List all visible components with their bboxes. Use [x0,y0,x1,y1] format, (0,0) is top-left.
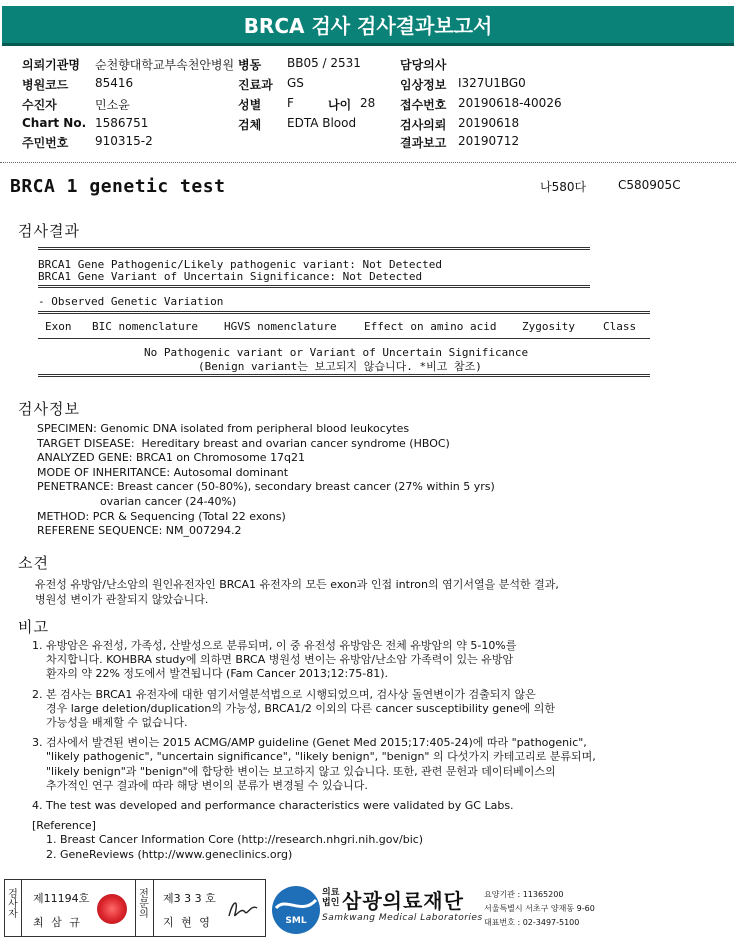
test-code-a: 나580다 [540,180,587,194]
test-title: BRCA 1 genetic test [10,176,226,197]
reference-heading: [Reference] [32,819,96,833]
remark-3d: 추가적인 연구 결과에 따라 해당 변이의 분류가 변경될 수 있습니다. [32,778,368,792]
table-header-rule [38,338,650,339]
id-label: 주민번호 [22,136,69,150]
tester-label-divider [21,880,22,936]
remarks-heading: 비고 [18,618,49,636]
sex-value: F [287,96,294,110]
remark-2c: 가능성을 배제할 수 없습니다. [32,716,188,730]
col-hgvs: HGVS nomenclature [224,320,337,333]
foundation-prefix-2: 법인 [322,898,340,908]
col-zygosity: Zygosity [522,320,575,333]
observed-variation-label: - Observed Genetic Variation [38,295,224,308]
test-info-list [37,422,495,539]
col-effect: Effect on amino acid [364,320,497,333]
remark-1c: 환자의 약 22% 정도에서 발견됩니다 (Fam Cancer 2013;12:75-81). [32,667,388,681]
accession-value: 20190618-40026 [458,96,562,110]
doctor-name: 지 현 영 [163,916,212,929]
remark-3b: "likely pathogenic", "uncertain significance", "likely benign", "benign" 의 다섯가지 카테고리로 분류되며, [32,750,596,764]
result-line-2: BRCA1 Gene Variant of Uncertain Significance: Not Detected [38,270,423,283]
specimen-line: SPECIMEN: Genomic DNA isolated from peripheral blood leukocytes [37,422,410,435]
result-mid-rule [38,285,590,288]
header-divider [0,162,736,163]
accession-label: 접수번호 [400,98,447,112]
penetrance-line-2: ovarian cancer (24-40%) [37,494,237,508]
sml-logo-text: SML [285,916,307,926]
tester-label: 검사자 [8,889,18,920]
col-bic: BIC nomenclature [92,320,198,333]
remark-2b: 경우 large deletion/duplication의 가능성, BRCA1/2 이외의 다른 cancer susceptibility gene에 의한 [32,701,556,715]
analyzed-gene-line: ANALYZED GENE: BRCA1 on Chromosome 17q21 [37,451,306,465]
no-variant-line-2: (Benign variant는 보고되지 않습니다. *비고 참조) [198,360,482,373]
remark-2a: 2. 본 검사는 BRCA1 유전자에 대한 염기서열분석법으로 시행되었으며, 검사상 돌연변이가 검출되지 않은 [32,687,536,701]
findings-text [35,578,559,607]
request-value: 20190618 [458,116,520,130]
foundation-prefix [322,888,339,908]
specimen-value: EDTA Blood [287,116,357,130]
reference-2: 2. GeneReviews (http://www.geneclinics.org) [46,847,293,861]
reference-sequence-line: REFERENE SEQUENCE: NM_007294.2 [37,524,242,538]
method-line: METHOD: PCR & Sequencing (Total 22 exons) [37,509,286,523]
test-code-b: C580905C [618,178,681,192]
target-disease-line: TARGET DISEASE: Hereditary breast and ovarian cancer syndrome (HBOC) [37,436,450,450]
org-value: 순천향대학교부속천안병원 [95,58,235,72]
id-value: 910315-2 [95,134,153,148]
report-title: BRCA 검사 검사결과보고서 [2,6,734,46]
remark-1b: 차지합니다. KOHBRA study에 의하면 BRCA 병원성 변이는 유방암/난소암 가족력이 있는 유방암 [32,653,514,667]
report-date-label: 결과보고 [400,136,447,150]
remark-1a: 1. 유방암은 유전성, 가족성, 산발성으로 분류되며, 이 중 유전성 유방암은 전체 유방암의 약 5-10%를 [32,639,517,652]
patient-value: 민소윤 [95,98,130,112]
col-exon: Exon [45,320,72,333]
sml-wave-icon [272,894,320,914]
reference-1: 1. Breast Cancer Information Core (http://research.nhgri.nih.gov/bic) [46,833,424,847]
age-value: 28 [360,96,376,110]
hospital-code-label: 병원코드 [22,78,69,92]
signature-box [4,879,266,937]
table-top-rule [38,311,650,314]
org-label: 의뢰기관명 [22,58,80,72]
inheritance-line: MODE OF INHERITANCE: Autosomal dominant [37,465,289,479]
remark-3a: 3. 검사에서 발견된 변이는 2015 ACMG/AMP guideline (Genet Med 2015;17:405-24)에 따라 "pathogenic", [32,736,587,750]
test-info-heading: 검사정보 [18,400,80,418]
tester-name: 최 삼 규 [33,916,82,929]
tester-doctor-divider [135,880,136,936]
findings-line-1: 유전성 유방암/난소암의 원인유전자인 BRCA1 유전자의 모든 exon과 인접 intron의 염기서열을 분석한 결과, [35,578,559,591]
remark-4: 4. The test was developed and performance characteristics were validated by GC Labs. [32,799,514,813]
doctor-license-no: 제3 3 3 호 [163,892,216,905]
doctor-label: 전문의 [139,889,149,920]
result-heading: 검사결과 [18,222,80,240]
foundation-contact [484,888,595,930]
result-top-rule [38,247,590,250]
tester-license-no: 제11194호 [33,892,90,905]
remarks-text [32,639,596,862]
findings-line-2: 병원성 변이가 관찰되지 않았습니다. [35,592,209,606]
tester-seal-stamp [97,894,127,924]
report-date-value: 20190712 [458,134,520,148]
chart-label: Chart No. [22,116,87,130]
chart-value: 1586751 [95,116,149,130]
clinical-label: 임상정보 [400,78,447,92]
institution-code: 요양기관 : 11365200 [484,890,564,899]
ward-value: BB05 / 2531 [287,56,361,70]
col-class: Class [603,320,637,333]
table-bottom-rule [38,374,650,377]
foundation-phone: 대표번호 : 02-3497-5100 [484,918,580,927]
age-label: 나이 [328,98,352,112]
sml-logo [272,886,320,934]
no-variant-line-1: No Pathogenic variant or Variant of Uncertain Significance [144,346,529,359]
request-label: 검사의뢰 [400,118,447,132]
remark-3c: "likely benign"과 "benign"에 합당한 변이는 보고하지 않고 있습니다. 또한, 관련 문헌과 데이터베이스의 [32,764,556,778]
doctor-signature [223,894,263,924]
foundation-prefix-1: 의료 [322,888,340,898]
patient-info [0,54,736,154]
findings-heading: 소견 [18,554,49,572]
penetrance-line-1: PENETRANCE: Breast cancer (50-80%), secondary breast cancer (27% within 5 yrs) [37,480,495,494]
patient-label: 수진자 [22,98,57,112]
dept-label: 진료과 [238,78,273,92]
doctor-label: 담당의사 [400,58,447,72]
foundation-name: 삼광의료재단 [342,889,464,913]
dept-value: GS [287,76,304,90]
doctor-label-divider [153,880,154,936]
result-line-1: BRCA1 Gene Pathogenic/Likely pathogenic variant: Not Detected [38,258,442,271]
foundation-english-name: Samkwang Medical Laboratories [322,913,483,923]
foundation-address: 서울특별시 서초구 양재동 9-60 [484,904,595,913]
specimen-label: 검체 [238,118,262,132]
hospital-code-value: 85416 [95,76,134,90]
sex-label: 성별 [238,98,262,112]
clinical-value: I327U1BG0 [458,76,526,90]
ward-label: 병동 [238,58,262,72]
